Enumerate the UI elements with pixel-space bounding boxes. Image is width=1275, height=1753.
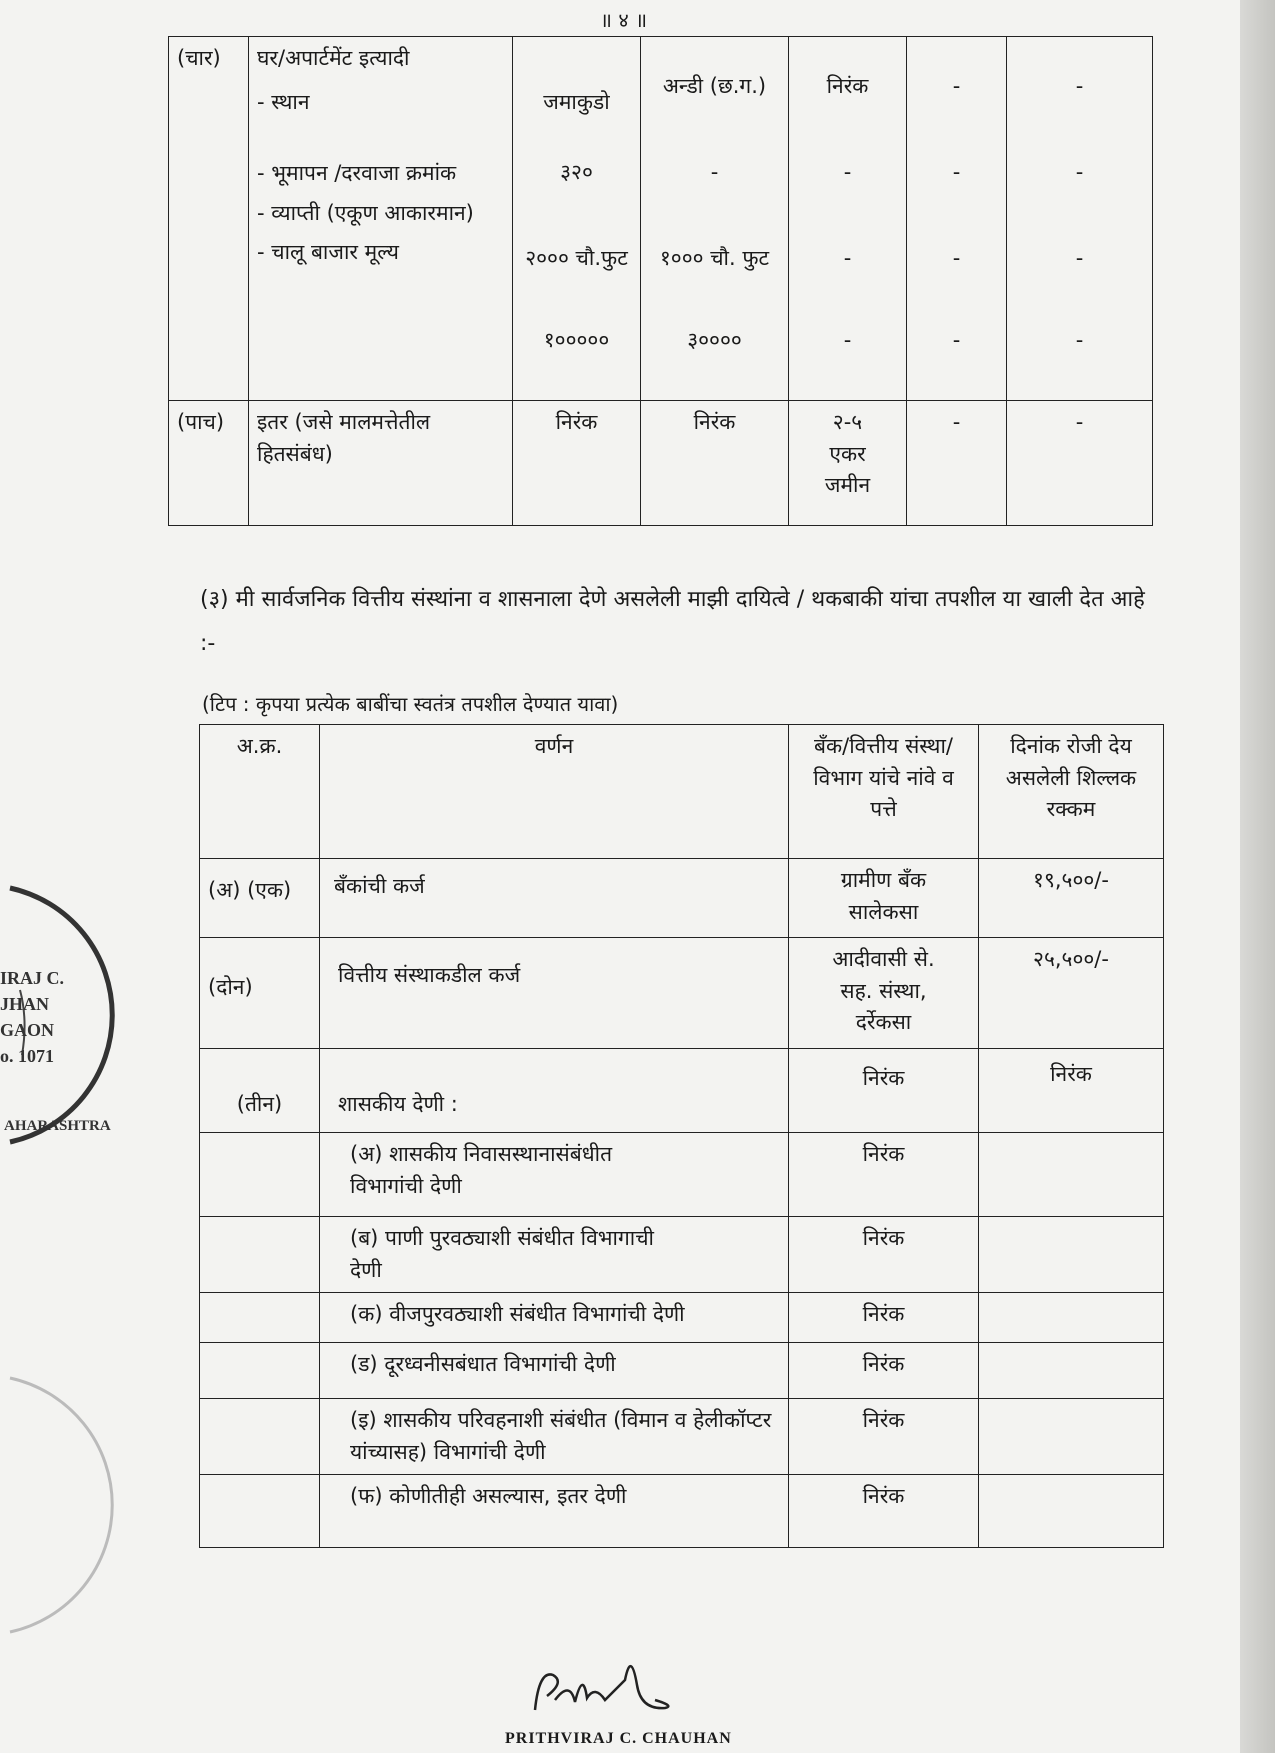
sub-item-label: - चालू बाजार मूल्य	[257, 240, 399, 264]
section-3-note: (टिप : कृपया प्रत्येक बाबींचा स्वतंत्र तपशील देण्यात यावा)	[202, 692, 619, 716]
table-row	[200, 938, 1164, 1049]
serial-cell	[200, 1217, 320, 1293]
table-row	[169, 37, 1153, 401]
amount-cell: १९,५००/-	[979, 859, 1164, 938]
institution-cell: निरंक	[789, 1343, 979, 1399]
amount-cell	[979, 1475, 1164, 1548]
description-cell: (इ) शासकीय परिवहनाशी संबंधीत (विमान व हेलीकॉप्टर यांच्यासह) विभागांची देणी	[320, 1399, 789, 1475]
institution-cell: ग्रामीण बँक सालेकसा	[789, 859, 979, 938]
liabilities-table	[199, 724, 1164, 1548]
header-serial: अ.क्र.	[200, 725, 320, 859]
serial-cell	[200, 1293, 320, 1343]
value-column	[789, 37, 907, 401]
value-cell: ३२०	[560, 160, 593, 184]
value-column	[907, 37, 1007, 401]
value-cell: जमाकुडो	[543, 90, 610, 114]
stamp-line: IRAJ C.	[0, 968, 65, 988]
serial-cell: (तीन)	[200, 1049, 320, 1133]
header-description: वर्णन	[320, 725, 789, 859]
description-cell: इतर (जसे मालमत्तेतील हितसंबंध)	[249, 401, 513, 526]
description-cell: (ड) दूरध्वनीसबंधात विभागांची देणी	[320, 1343, 789, 1399]
table-row	[200, 1399, 1164, 1475]
description-cell: (फ) कोणीतीही असल्यास, इतर देणी	[320, 1475, 789, 1548]
table-header-row	[200, 725, 1164, 859]
table-row	[200, 1049, 1164, 1133]
table-row	[200, 1343, 1164, 1399]
value-cell: १०००००	[543, 328, 610, 352]
signatory-name: PRITHVIRAJ C. CHAUHAN	[505, 1730, 732, 1747]
value-cell: २-५ एकर जमीन	[789, 401, 907, 526]
value-cell: अन्डी (छ.ग.)	[662, 74, 767, 98]
assets-table	[168, 36, 1153, 526]
value-cell: २००० चौ.फुट	[525, 246, 628, 270]
sub-item-label: - स्थान	[257, 89, 310, 114]
institution-cell: निरंक	[789, 1049, 979, 1133]
value-cell: -	[1075, 160, 1084, 184]
value-cell: -	[710, 160, 719, 184]
serial-cell: (दोन)	[200, 938, 320, 1049]
description-cell: बँकांची कर्ज	[320, 859, 789, 938]
value-cell: -	[907, 401, 1007, 526]
value-column	[1007, 37, 1153, 401]
table-row	[169, 401, 1153, 526]
value-cell: निरंक	[513, 401, 641, 526]
value-cell: निरंक	[641, 401, 789, 526]
table-row	[200, 1133, 1164, 1217]
faded-stamp	[0, 1370, 150, 1640]
institution-cell: निरंक	[789, 1475, 979, 1548]
serial-cell	[200, 1343, 320, 1399]
value-column	[513, 37, 641, 401]
value-cell: ३००००	[687, 328, 742, 352]
stamp-text	[0, 965, 64, 1069]
table-row	[200, 1475, 1164, 1548]
description-cell: (अ) शासकीय निवासस्थानासंबंधीत विभागांची देणी	[320, 1133, 789, 1217]
serial-cell	[200, 1133, 320, 1217]
institution-cell: निरंक	[789, 1293, 979, 1343]
table-row	[200, 859, 1164, 938]
description-cell: (ब) पाणी पुरवठ्याशी संबंधीत विभागाची देणी	[320, 1217, 789, 1293]
value-cell: -	[843, 160, 852, 184]
amount-cell	[979, 1343, 1164, 1399]
value-cell: -	[843, 246, 852, 270]
sub-item-label: - भूमापन /दरवाजा क्रमांक	[257, 161, 457, 185]
institution-cell: निरंक	[789, 1399, 979, 1475]
value-cell: -	[952, 328, 961, 352]
description-cell: (क) वीजपुरवठ्याशी संबंधीत विभागांची देणी	[320, 1293, 789, 1343]
amount-cell: २५,५००/-	[979, 938, 1164, 1049]
value-cell: -	[1075, 246, 1084, 270]
serial-cell	[200, 1475, 320, 1548]
description-cell	[249, 37, 513, 401]
serial-cell	[200, 1399, 320, 1475]
header-institution: बँक/वित्तीय संस्था/ विभाग यांचे नांवे व पत्ते	[789, 725, 979, 859]
amount-cell	[979, 1293, 1164, 1343]
value-cell: १००० चौ. फुट	[659, 246, 770, 270]
table-row	[200, 1217, 1164, 1293]
value-cell: -	[1075, 74, 1084, 98]
stamp-line: o. 1071	[0, 1046, 54, 1067]
signature-image	[525, 1630, 725, 1730]
institution-cell: आदीवासी से. सह. संस्था, दर्रेकसा	[789, 938, 979, 1049]
row-title: घर/अपार्टमेंट इत्यादी	[257, 46, 410, 70]
amount-cell	[979, 1399, 1164, 1475]
amount-cell	[979, 1217, 1164, 1293]
section-3-intro: (३) मी सार्वजनिक वित्तीय संस्थांना व शासनाला देणे असलेली माझी दायित्वे / थकबाकी यांचा तपशील या खाली देत आहे :-	[200, 587, 1145, 656]
stamp-arc-text: AHARASHTRA	[4, 1118, 111, 1134]
description-cell: शासकीय देणी :	[320, 1049, 789, 1133]
value-cell: -	[1007, 401, 1153, 526]
value-cell: -	[1075, 328, 1084, 352]
value-column	[641, 37, 789, 401]
page-number: ॥ ४ ॥	[600, 8, 648, 32]
stamp-line: JHAN	[0, 994, 49, 1015]
value-cell: -	[952, 160, 961, 184]
value-cell: -	[843, 328, 852, 352]
amount-cell	[979, 1133, 1164, 1217]
serial-cell: (अ) (एक)	[200, 859, 320, 938]
faded-stamp-ring	[10, 1378, 112, 1632]
table-row	[200, 1293, 1164, 1343]
value-cell: निरंक	[826, 74, 869, 98]
value-cell: -	[952, 74, 961, 98]
page-edge	[1240, 0, 1275, 1753]
sub-item-label: - व्याप्ती (एकूण आकारमान)	[257, 200, 474, 225]
stamp-line: GAON	[0, 1020, 54, 1041]
institution-cell: निरंक	[789, 1133, 979, 1217]
value-cell: -	[952, 246, 961, 270]
serial-cell: (चार)	[169, 37, 249, 401]
description-cell: वित्तीय संस्थाकडील कर्ज	[320, 938, 789, 1049]
header-amount: दिनांक रोजी देय असलेली शिल्लक रक्कम	[979, 725, 1164, 859]
amount-cell: निरंक	[979, 1049, 1164, 1133]
serial-cell: (पाच)	[169, 401, 249, 526]
institution-cell: निरंक	[789, 1217, 979, 1293]
